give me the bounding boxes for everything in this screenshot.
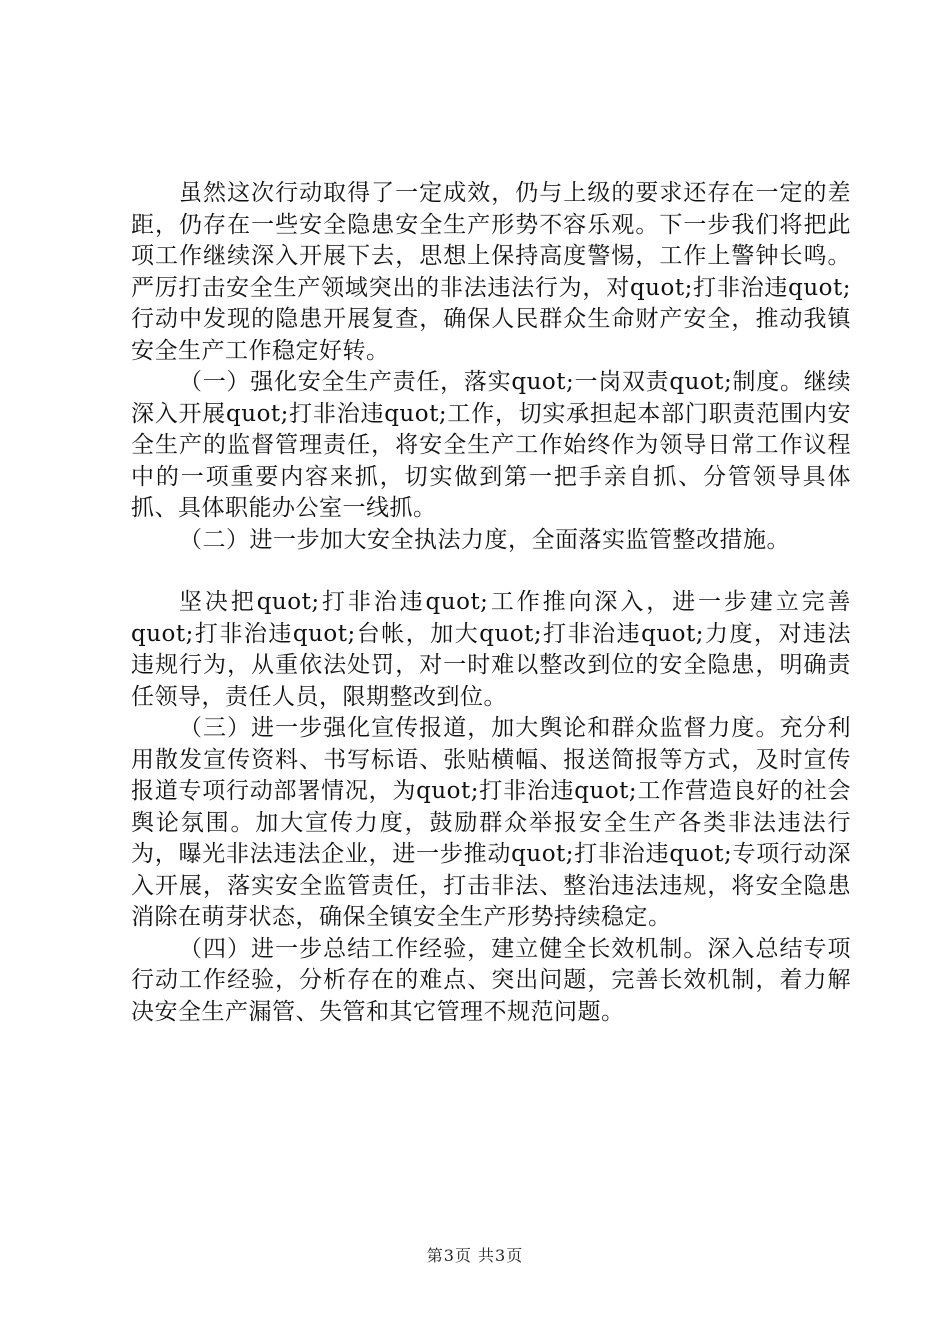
paragraph-section-2-body: 坚决把quot;打非治违quot;工作推向深入，进一步建立完善quot;打非治违quot;台帐，加大quot;打非治违quot;力度，对违法违规行为，从重依法处罚，对一时难以整改到位的安全隐患，明确责任领导，责任人员，限期整改到位。 (131, 589, 851, 710)
paragraph-section-3: （三）进一步强化宣传报道，加大舆论和群众监督力度。充分利用散发宣传资料、书写标语、张贴横幅、报送简报等方式，及时宣传报道专项行动部署情况，为quot;打非治违quot;工作营造良好的社会舆论氛围。加大宣传力度，鼓励群众举报安全生产各类非法违法行为，曝光非法违法企业，进一步推动quot;打非治违quot;专项行动深入开展，落实安全监管责任，打击非法、整治违法违规，将安全隐患消除在萌芽状态，确保全镇安全生产形势持续稳定。 (131, 715, 851, 930)
paragraph-section-4: （四）进一步总结工作经验，建立健全长效机制。深入总结专项行动工作经验，分析存在的难点、突出问题，完善长效机制，着力解决安全生产漏管、失管和其它管理不规范问题。 (131, 935, 851, 1025)
paragraph-conclusion: 虽然这次行动取得了一定成效，仍与上级的要求还存在一定的差距，仍存在一些安全隐患安全生产形势不容乐观。下一步我们将把此项工作继续深入开展下去，思想上保持高度警惕，工作上警钟长鸣。严厉打击安全生产领域突出的非法违法行为，对quot;打非治违quot;行动中发现的隐患开展复查，确保人民群众生命财产安全，推动我镇安全生产工作稳定好转。 (131, 180, 851, 364)
document-body (131, 178, 851, 1028)
paragraph-section-2-heading: （二）进一步加大安全执法力度，全面落实监管整改措施。 (179, 526, 790, 553)
page-number-footer: 第3页 共3页 (426, 1246, 524, 1265)
paragraph-section-1: （一）强化安全生产责任，落实quot;一岗双责quot;制度。继续深入开展quot;打非治违quot;工作，切实承担起本部门职责范围内安全生产的监督管理责任，将安全生产工作始终作为领导日常工作议程中的一项重要内容来抓，切实做到第一把手亲自抓、分管领导具体抓、具体职能办公室一线抓。 (131, 369, 851, 521)
